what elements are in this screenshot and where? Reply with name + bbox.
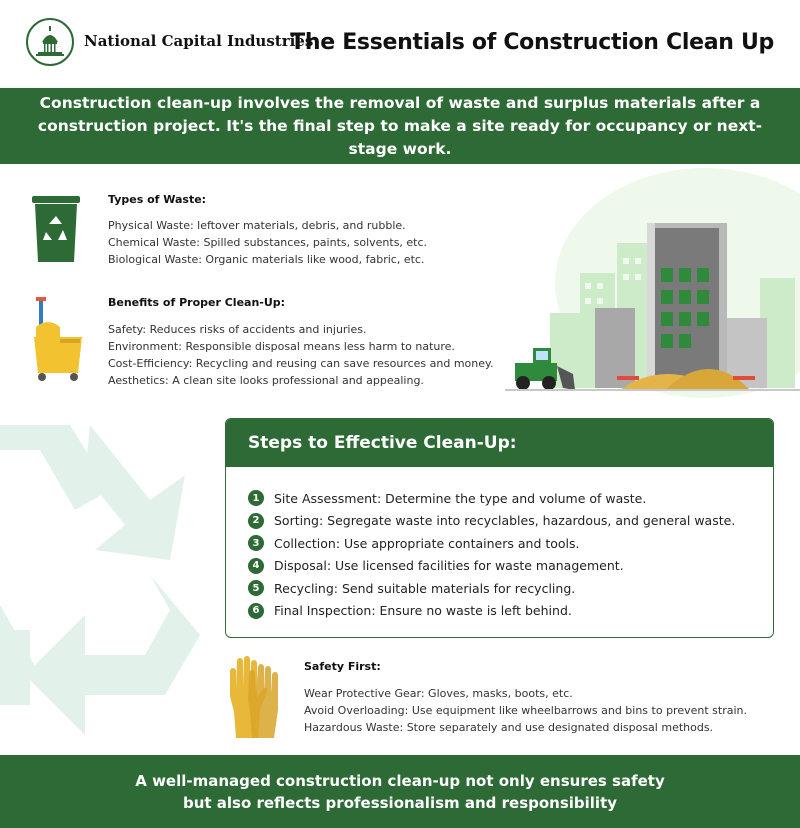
step-text: Collection: Use appropriate containers and tools. xyxy=(274,535,580,551)
page-title: The Essentials of Construction Clean Up xyxy=(290,30,774,55)
waste-block xyxy=(108,193,427,268)
gloves-icon xyxy=(222,654,284,738)
footer-line-2: but also reflects professionalism and responsibility xyxy=(182,793,618,812)
list-item xyxy=(248,532,773,555)
benefits-title: Benefits of Proper Clean-Up: xyxy=(108,296,286,309)
steps-list xyxy=(226,467,773,622)
list-item: Aesthetics: A clean site looks professional and appealing. xyxy=(108,374,424,387)
list-item xyxy=(248,577,773,600)
list-item: Wear Protective Gear: Gloves, masks, boots, etc. xyxy=(304,687,573,700)
step-number: 2 xyxy=(248,513,264,529)
list-item xyxy=(248,555,773,578)
brand-name: National Capital Industries xyxy=(84,32,314,50)
logo xyxy=(26,18,74,66)
footer-text xyxy=(135,770,665,814)
footer-line-1: A well-managed construction clean-up not only ensures safety xyxy=(135,771,665,790)
list-item xyxy=(248,510,773,533)
steps-title: Steps to Effective Clean-Up: xyxy=(226,419,773,467)
step-text: Recycling: Send suitable materials for recycling. xyxy=(274,580,576,596)
benefits-block xyxy=(108,296,493,389)
list-item: Biological Waste: Organic materials like wood, fabric, etc. xyxy=(108,253,425,266)
step-number: 1 xyxy=(248,490,264,506)
list-item xyxy=(248,487,773,510)
step-number: 6 xyxy=(248,603,264,619)
construction-site-icon xyxy=(505,168,800,403)
step-text: Final Inspection: Ensure no waste is left behind. xyxy=(274,603,572,619)
list-item: Hazardous Waste: Store separately and use designated disposal methods. xyxy=(304,721,714,734)
mop-bucket-icon xyxy=(32,297,88,383)
capitol-dome-icon xyxy=(28,20,72,64)
step-text: Disposal: Use licensed facilities for waste management. xyxy=(274,558,624,574)
footer-banner xyxy=(0,755,800,828)
list-item: Environment: Responsible disposal means less harm to nature. xyxy=(108,340,455,353)
recycle-symbol-icon xyxy=(0,405,230,745)
list-item: Physical Waste: leftover materials, debris, and rubble. xyxy=(108,219,406,232)
intro-text: Construction clean-up involves the removal of waste and surplus materials after a construction project. It's the final step to make a site ready for occupancy or next-stage work. xyxy=(37,93,763,158)
list-item: Chemical Waste: Spilled substances, paints, solvents, etc. xyxy=(108,236,428,249)
step-number: 4 xyxy=(248,558,264,574)
waste-title: Types of Waste: xyxy=(108,193,207,206)
steps-card xyxy=(225,418,774,638)
recycle-bin-icon xyxy=(32,194,80,264)
step-number: 3 xyxy=(248,535,264,551)
list-item: Safety: Reduces risks of accidents and injuries. xyxy=(108,323,367,336)
list-item: Avoid Overloading: Use equipment like wheelbarrows and bins to prevent strain. xyxy=(304,704,747,717)
safety-title: Safety First: xyxy=(304,660,381,673)
step-number: 5 xyxy=(248,580,264,596)
list-item xyxy=(248,600,773,623)
step-text: Site Assessment: Determine the type and volume of waste. xyxy=(274,490,647,506)
list-item: Cost-Efficiency: Recycling and reusing can save resources and money. xyxy=(108,357,494,370)
safety-block xyxy=(304,660,747,736)
step-text: Sorting: Segregate waste into recyclables, hazardous, and general waste. xyxy=(274,513,736,529)
intro-banner xyxy=(0,88,800,164)
